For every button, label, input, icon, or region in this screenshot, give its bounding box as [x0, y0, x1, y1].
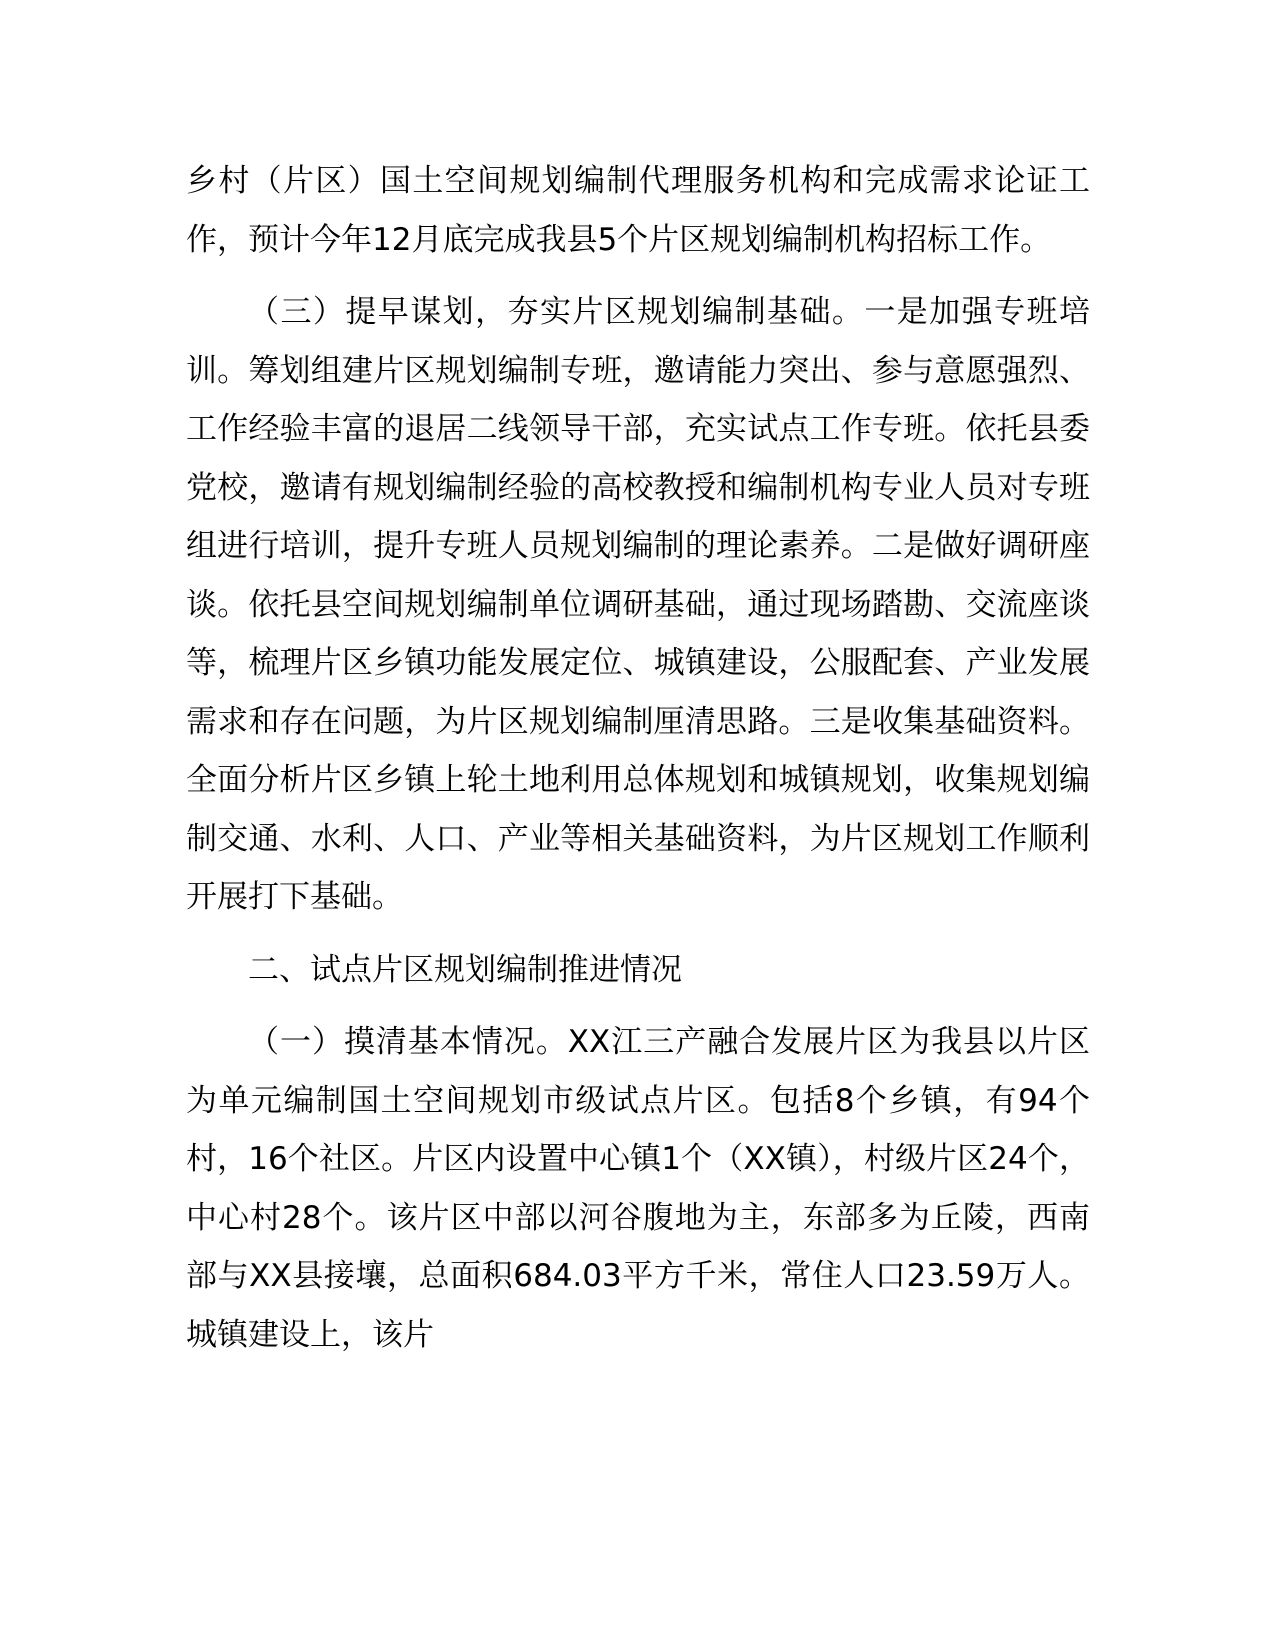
document-body	[186, 152, 1090, 1364]
paragraph-continuation: 乡村（片区）国土空间规划编制代理服务机构和完成需求论证工作，预计今年12月底完成我县5个片区规划编制机构招标工作。	[186, 163, 1090, 258]
paragraph-basic-situation: （一）摸清基本情况。XX江三产融合发展片区为我县以片区为单元编制国土空间规划市级试点片区。包括8个乡镇，有94个村，16个社区。片区内设置中心镇1个（XX镇），村级片区24个，中心村28个。该片区中部以河谷腹地为主，东部多为丘陵，西南部与XX县接壤，总面积684.03平方千米，常住人口23.59万人。城镇建设上，该片	[186, 1024, 1090, 1353]
section-heading-two: 二、试点片区规划编制推进情况	[248, 951, 682, 988]
paragraph-section-three: （三）提早谋划，夯实片区规划编制基础。一是加强专班培训。筹划组建片区规划编制专班，邀请能力突出、参与意愿强烈、工作经验丰富的退居二线领导干部，充实试点工作专班。依托县委党校，邀请有规划编制经验的高校教授和编制机构专业人员对专班组进行培训，提升专班人员规划编制的理论素养。二是做好调研座谈。依托县空间规划编制单位调研基础，通过现场踏勘、交流座谈等，梳理片区乡镇功能发展定位、城镇建设，公服配套、产业发展需求和存在问题，为片区规划编制厘清思路。三是收集基础资料。全面分析片区乡镇上轮土地利用总体规划和城镇规划，收集规划编制交通、水利、人口、产业等相关基础资料，为片区规划工作顺利开展打下基础。	[186, 294, 1090, 915]
